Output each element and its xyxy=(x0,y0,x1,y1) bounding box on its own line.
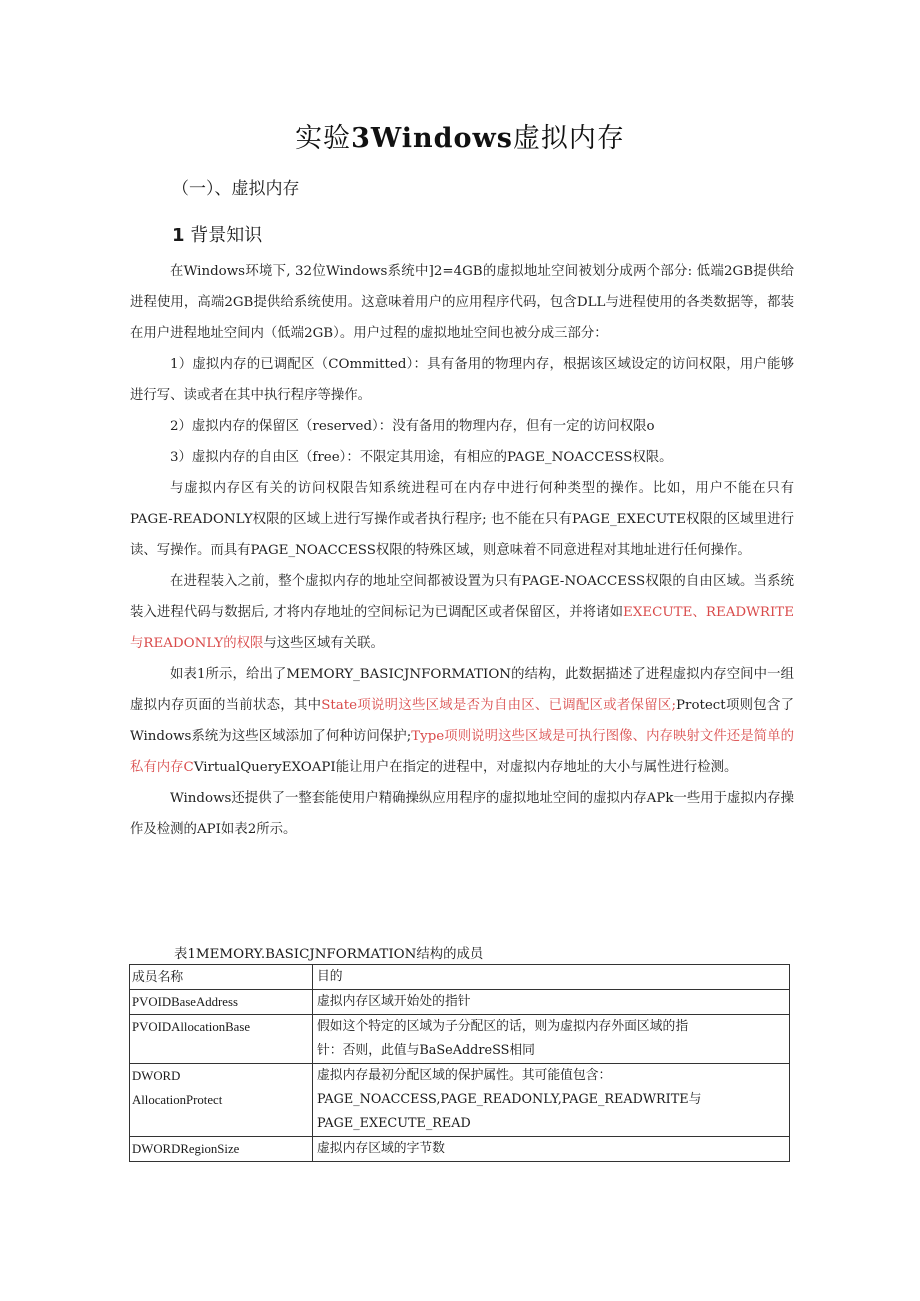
table-row xyxy=(130,990,790,1015)
purpose-line: 虚拟内存最初分配区域的保护属性。其可能值包含： xyxy=(317,1068,612,1083)
p6-text-a: 在进程装入之前，整个虚拟内存的地址空间都被设置为只有PAGE-NOACCESS权限的自由区域。当系统装入进程代码与数据后, 才将内存地址的空间标记为已调配区或者保留区，并将诸如 xyxy=(130,574,794,620)
member-line: AllocationProtect xyxy=(132,1093,223,1107)
table-row xyxy=(130,1137,790,1162)
paragraph-8: Windows还提供了一整套能使用户精确操纵应用程序的虚拟地址空间的虚拟内存APk一些用于虚拟内存操作及检测的API如表2所示。 xyxy=(130,791,794,837)
table-row xyxy=(130,1064,790,1137)
subsection-title: 背景知识 xyxy=(190,225,263,246)
member-line: DWORD xyxy=(132,1069,181,1083)
header-member: 成员名称 xyxy=(130,965,313,990)
purpose-line: PAGE_NOACCESS,PAGE_READONLY,PAGE_READWRITE与 xyxy=(317,1092,702,1107)
paragraph-7 xyxy=(130,659,794,783)
title-prefix: 实验 xyxy=(295,123,352,154)
title-suffix: 虚拟内存 xyxy=(512,123,625,154)
purpose-line: 虚拟内存区域开始处的指针 xyxy=(317,994,471,1009)
purpose-line: 虚拟内存区域的字节数 xyxy=(317,1141,445,1156)
paragraph-3: 2）虚拟内存的保留区（reserved）：没有备用的物理内存，但有一定的访问权限o xyxy=(170,419,655,434)
p7-highlight-2: Type项则说明这些区域是可执行图像、内存映射文件还是简单的私有内存C xyxy=(130,729,794,775)
table-header-row xyxy=(130,965,790,990)
subsection-number: 1 xyxy=(172,225,185,246)
p7-text-a: 如表1所示，给出了MEMORY_BASICJNFORMATION的结构，此数据描述了进程虚拟内存空间中一组虚拟内存页面的当前状态，其中 xyxy=(130,667,794,713)
purpose-cell xyxy=(313,1137,790,1162)
p6-highlight: EXECUTE、READWRITE与READONLY的权限 xyxy=(130,605,794,651)
member-cell: PVOIDAllocationBase xyxy=(130,1015,313,1064)
member-cell: DWORDRegionSize xyxy=(130,1137,313,1162)
purpose-cell xyxy=(313,990,790,1015)
paragraph-1: 在Windows环境下, 32位Windows系统中]2=4GB的虚拟地址空间被划分成两个部分: 低端2GB提供给进程使用，高端2GB提供给系统使用。这意味着用户的应用程序代码，包含DLL与进程使用的各类数据等，都装在用户进程地址空间内（低端2GB）。用户过程的虚拟地址空间也被分成三部分： xyxy=(130,264,794,341)
section-heading: （一）、虚拟内存 xyxy=(172,179,300,199)
paragraph-5: 与虚拟内存区有关的访问权限告知系统进程可在内存中进行何种类型的操作。比如，用户不能在只有PAGE-READONLY权限的区域上进行写操作或者执行程序; 也不能在只有PAGE_EXECUTE权限的区域里进行读、写操作。而具有PAGE_NOACCESS权限的特殊区域，则意味着不同意进程对其地址进行任何操作。 xyxy=(130,481,794,558)
purpose-line: PAGE_EXECUTE_READ xyxy=(317,1116,471,1131)
subsection-heading xyxy=(172,221,262,247)
p7-text-b: Protect项则包含了Windows系统为这些区域添加了何种访问保护; xyxy=(130,698,794,744)
member-cell xyxy=(130,1064,313,1137)
paragraph-6 xyxy=(130,566,794,659)
purpose-line: 假如这个特定的区域为子分配区的话，则为虚拟内存外面区域的指 xyxy=(317,1019,689,1034)
paragraph-4: 3）虚拟内存的自由区（free）：不限定其用途，有相应的PAGE_NOACCESS权限。 xyxy=(170,450,673,465)
member-cell: PVOIDBaseAddress xyxy=(130,990,313,1015)
title-bold: 3Windows xyxy=(351,123,513,154)
document-title xyxy=(0,116,920,155)
header-purpose: 目的 xyxy=(313,965,790,990)
table-row xyxy=(130,1015,790,1064)
paragraph-2: 1）虚拟内存的已调配区（COmmitted）：具有备用的物理内存，根据该区域设定的访问权限，用户能够进行写、读或者在其中执行程序等操作。 xyxy=(130,357,794,403)
p6-text-b: 与这些区域有关联。 xyxy=(263,636,384,651)
memory-info-table xyxy=(129,964,790,1162)
table-caption: 表1MEMORY.BASICJNFORMATION结构的成员 xyxy=(174,947,484,962)
purpose-cell xyxy=(313,1064,790,1137)
purpose-line: 针：否则，此值与BaSeAddreSS相同 xyxy=(317,1043,535,1058)
p7-highlight-1: State项说明这些区域是否为自由区、已调配区或者保留区; xyxy=(321,698,677,713)
body-text xyxy=(130,256,794,845)
purpose-cell xyxy=(313,1015,790,1064)
p7-text-c: VirtualQueryEXOAPI能让用户在指定的进程中，对虚拟内存地址的大小与属性进行检测。 xyxy=(193,760,738,775)
